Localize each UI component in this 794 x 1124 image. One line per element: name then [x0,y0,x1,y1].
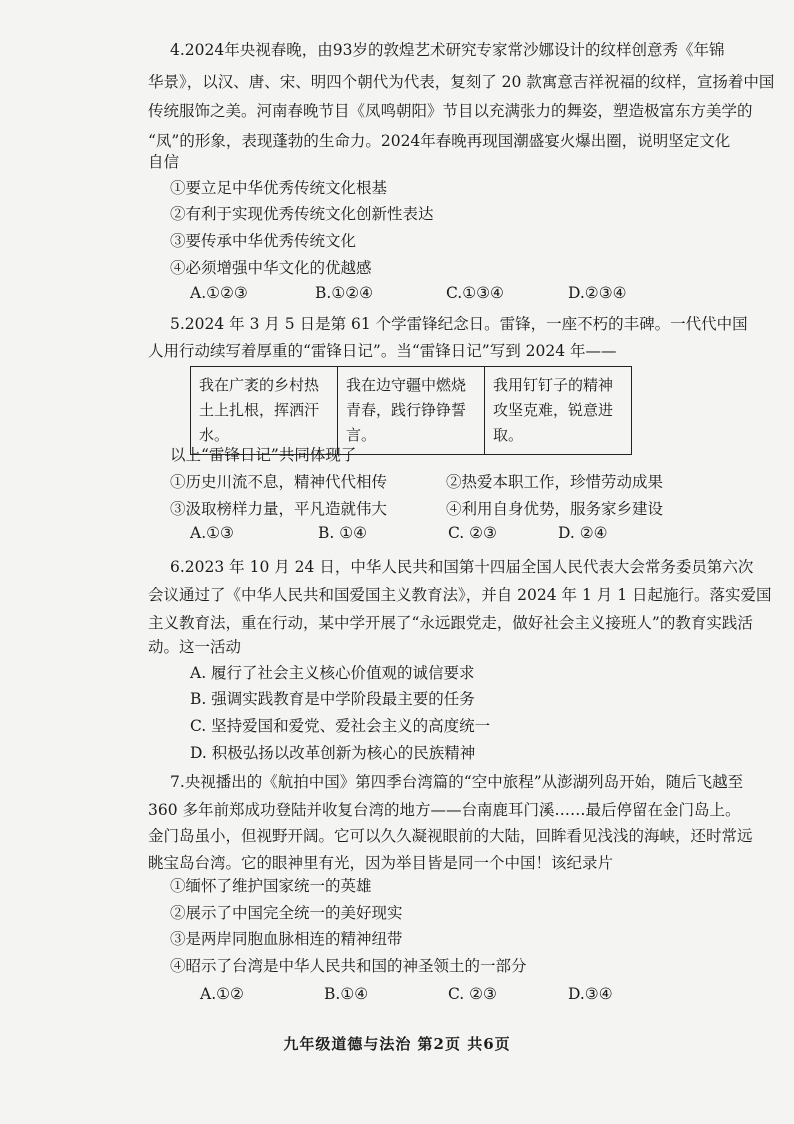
q4-line-2: 华景》，以汉、唐、宋、明四个朝代为代表，复刻了 20 款寓意吉祥祝福的纹样，宣扬着中国 [148,73,775,91]
q7-statement-3: ③是两岸同胞血脉相连的精神纽带 [170,930,403,948]
q6-option-d[interactable]: D. 积极弘扬以改革创新为核心的民族精神 [190,744,476,762]
q4-line-5: 自信 [148,153,180,171]
q7-choice-b[interactable]: B.①④ [324,985,369,1003]
q7-statement-2: ②展示了中国完全统一的美好现实 [170,904,403,922]
q5-statement-3: ③汲取榜样力量，平凡造就伟大 [170,500,388,518]
q5-choice-d[interactable]: D. ②④ [558,524,608,542]
q7-line-2: 360 多年前郑成功登陆并收复台湾的地方——台南鹿耳门溪……最后停留在金门岛上。 [148,801,741,819]
q5-choice-b[interactable]: B. ①④ [318,524,368,542]
diary-cell-1: 我在广袤的乡村热土上扎根，挥洒汗水。 [191,367,338,455]
page-footer: 九年级道德与法治 第2页 共6页 [283,1035,511,1053]
q4-statement-2: ②有利于实现优秀传统文化创新性表达 [170,205,434,223]
q4-line-4: “凤”的形象，表现蓬勃的生命力。2024年春晚再现国潮盛宴火爆出圈，说明坚定文化 [148,132,731,150]
q6-option-c[interactable]: C. 坚持爱国和爱党、爱社会主义的高度统一 [190,717,491,735]
q6-line-1: 6.2023 年 10 月 24 日，中华人民共和国第十四届全国人民代表大会常务委员第六次 [170,558,754,576]
q5-line-2: 人用行动续写着厚重的“雷锋日记”。当“雷锋日记”写到 2024 年—— [148,342,617,360]
diary-cell-2: 我在边守疆中燃烧青春，践行铮铮誓言。 [338,367,485,455]
q4-choice-c[interactable]: C.①③④ [446,284,504,302]
q7-line-3: 金门岛虽小，但视野开阔。它可以久久凝视眼前的大陆，回眸看见浅浅的海峡，还时常远 [148,827,753,845]
diary-cell-3: 我用钉钉子的精神攻坚克难，锐意进取。 [485,367,632,455]
q4-line-3: 传统服饰之美。河南春晚节目《凤鸣朝阳》节目以充满张力的舞姿，塑造极富东方美学的 [148,102,753,120]
q4-statement-3: ③要传承中华优秀传统文化 [170,232,357,250]
q5-statement-4: ④利用自身优势，服务家乡建设 [446,500,664,518]
q5-line-1: 5.2024 年 3 月 5 日是第 61 个学雷锋纪念日。雷锋，一座不朽的丰碑。一代代中国 [170,315,748,333]
q7-choice-c[interactable]: C. ②③ [448,985,497,1003]
q7-statement-1: ①缅怀了维护国家统一的英雄 [170,877,372,895]
q7-choice-d[interactable]: D.③④ [568,985,613,1003]
leifeng-diary-table [190,366,632,455]
q5-statement-1: ①历史川流不息，精神代代相传 [170,473,388,491]
q7-statement-4: ④昭示了台湾是中华人民共和国的神圣领土的一部分 [170,957,527,975]
q4-statement-4: ④必须增强中华文化的优越感 [170,259,372,277]
q6-line-2: 会议通过了《中华人民共和国爱国主义教育法》，并自 2024 年 1 月 1 日起施行。落实爱国 [148,586,772,604]
q4-choice-b[interactable]: B.①②④ [315,284,374,302]
q4-statement-1: ①要立足中华优秀传统文化根基 [170,179,388,197]
q4-line-1: 4.2024年央视春晚，由93岁的敦煌艺术研究专家常沙娜设计的纹样创意秀《年锦 [170,41,725,59]
q6-line-3: 主义教育法，重在行动，某中学开展了“永远跟党走，做好社会主义接班人”的教育实践活 [148,614,753,632]
q6-line-4: 动。这一活动 [148,638,242,656]
q5-statement-2: ②热爱本职工作，珍惜劳动成果 [446,473,664,491]
q6-option-b[interactable]: B. 强调实践教育是中学阶段最主要的任务 [190,690,475,708]
q5-prompt: 以上“雷锋日记”共同体现了 [170,446,357,464]
q7-line-1: 7.央视播出的《航拍中国》第四季台湾篇的“空中旅程”从澎湖列岛开始，随后飞越至 [170,773,744,791]
q5-choice-c[interactable]: C. ②③ [448,524,497,542]
q5-choice-a[interactable]: A.①③ [190,524,234,542]
q4-choice-a[interactable]: A.①②③ [190,284,248,302]
q4-choice-d[interactable]: D.②③④ [568,284,627,302]
q7-choice-a[interactable]: A.①② [200,985,244,1003]
q6-option-a[interactable]: A. 履行了社会主义核心价值观的诚信要求 [190,664,475,682]
q7-line-4: 眺宝岛台湾。它的眼神里有光，因为举目皆是同一个中国！该纪录片 [148,854,614,872]
